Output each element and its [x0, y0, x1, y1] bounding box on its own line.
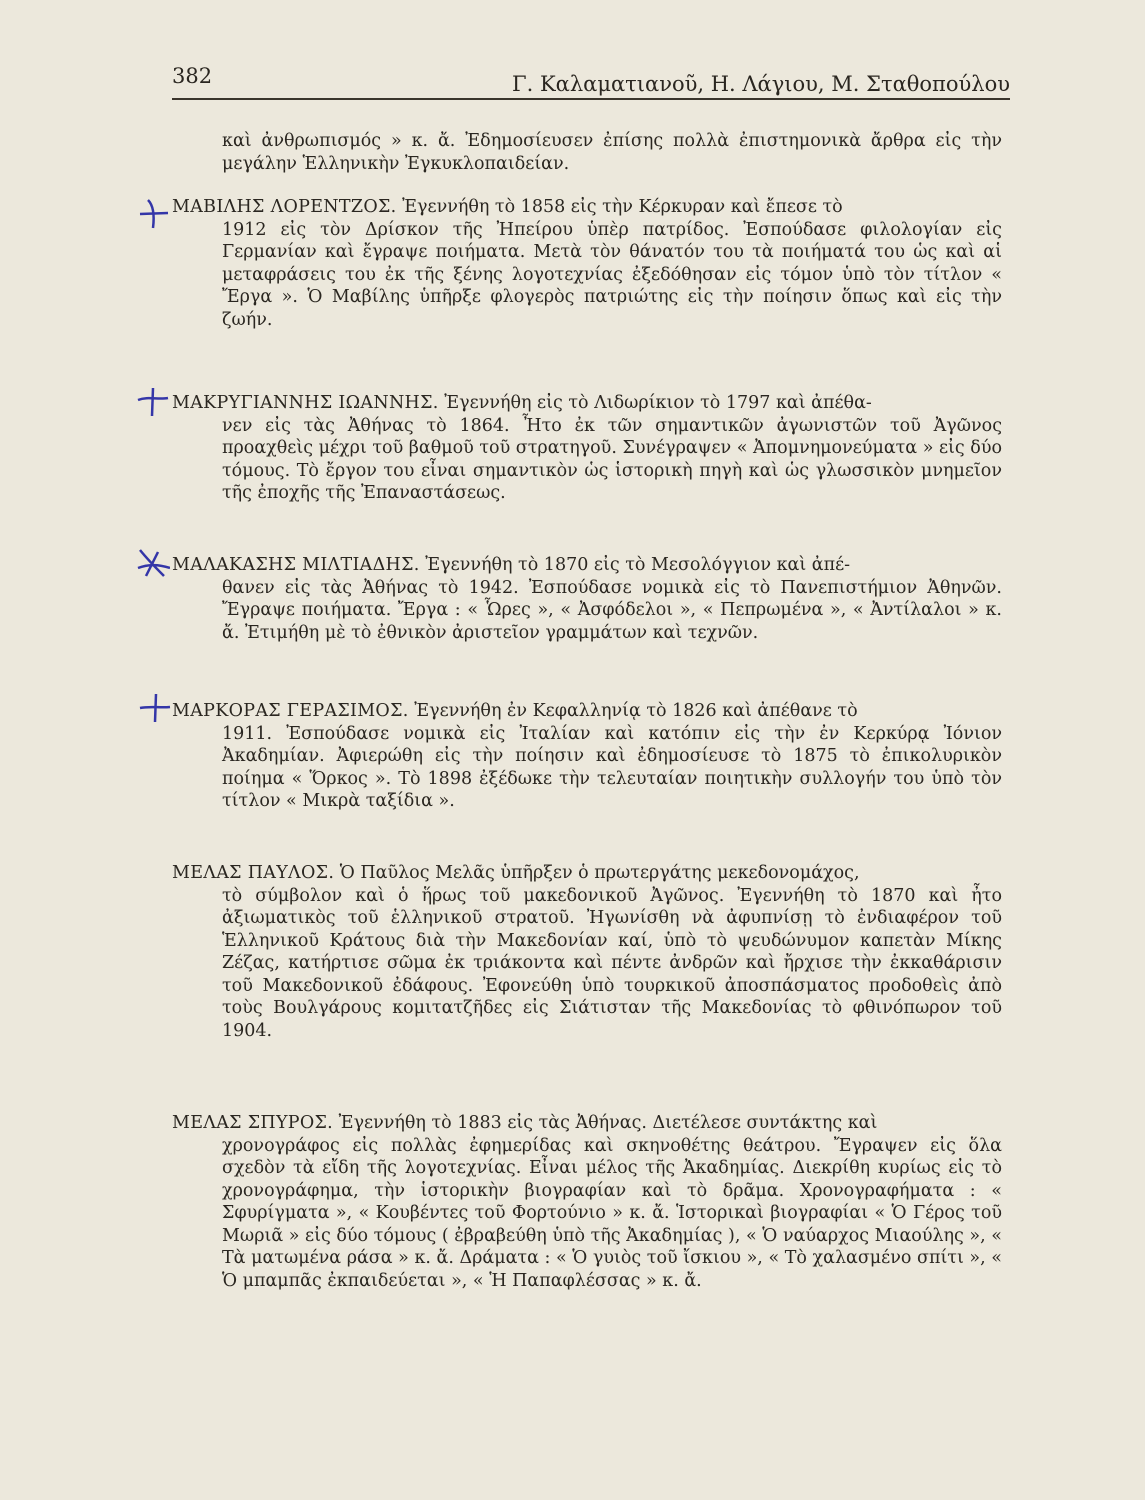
entry-name: ΜΑΛΑΚΑΣΗΣ ΜΙΛΤΙΑΔΗΣ. — [172, 555, 420, 575]
entry-body: τὸ σύμβολον καὶ ὁ ἥρως τοῦ μακεδονικοῦ Ἀγῶνος. Ἐγεννήθη τὸ 1870 καὶ ἦτο ἀξιωματικὸς τοῦ ἑλληνικοῦ στρατοῦ. Ἠγωνίσθη νὰ ἀφυπνίσῃ τὸ ἐνδιαφέρον τοῦ Ἑλληνικοῦ Κράτους διὰ τὴν Μακεδονίαν καί, ὑπὸ τὸ ψευδώνυμον καπετὰν Μίκης Ζέζας, κατήρτισε σῶμα ἐκ τριάκοντα καὶ πέντε ἀνδρῶν καὶ ἤρχισε τὴν ἐκκαθάρισιν τοῦ Μακεδονικοῦ ἐδάφους. Ἐφονεύθη ὑπὸ τουρκικοῦ ἀποσπάσματος προδοθεὶς ἀπὸ τοὺς Βουλγάρους κομιτατζῆδες εἰς Σιάτισταν τῆς Μακεδονίας τὸ φθινόπωρον τοῦ 1904. — [222, 885, 1002, 1041]
entry-first-line: Ὁ Παῦλος Μελᾶς ὑπῆρξεν ὁ πρωτεργάτης μεκεδονομάχος, — [339, 863, 860, 883]
entry-name: ΜΑΡΚΟΡΑΣ ΓΕΡΑΣΙΜΟΣ. — [172, 701, 409, 721]
entry-name: ΜΕΛΑΣ ΠΑΥΛΟΣ. — [172, 863, 335, 883]
entry-first-line: Ἐγεννήθη εἰς τὸ Λιδωρίκιον τὸ 1797 καὶ ἀπέθα- — [444, 393, 872, 413]
running-head: Γ. Καλαματιανοῦ, Η. Λάγιου, Μ. Σταθοπούλου — [512, 72, 1010, 96]
entry-name: ΜΑΚΡΥΓΙΑΝΝΗΣ ΙΩΑΝΝΗΣ. — [172, 393, 439, 413]
cross-mark-icon — [138, 196, 172, 230]
entry-body: χρονογράφος εἰς πολλὰς ἐφημερίδας καὶ σκηνοθέτης θεάτρου. Ἔγραψεν εἰς ὅλα σχεδὸν τὰ εἴδη τῆς λογοτεχνίας. Εἶναι μέλος τῆς Ἀκαδημίας. Διεκρίθη κυρίως εἰς τὸ χρονογράφημα, τὴν ἱστορικὴν βιογραφίαν καὶ τὸ δρᾶμα. Χρονογραφήματα : « Σφυρίγματα », « Κουβέντες τοῦ Φορτούνιο » κ. ἄ. Ἱστορικαὶ βιογραφίαι « Ὁ Γέρος τοῦ Μωριᾶ » εἰς δύο τόμους ( ἐβραβεύθη ὑπὸ τῆς Ἀκαδημίας ), « Ὁ ναύαρχος Μιαούλης », « Τὰ ματωμένα ράσα » κ. ἄ. Δράματα : « Ὁ γυιὸς τοῦ ἴσκιου », « Τὸ χαλασμένο σπίτι », « Ὁ μπαμπᾶς ἐκπαιδεύεται », « Ἡ Παπαφλέσσας » κ. ἄ. — [222, 1135, 1002, 1291]
entry-melas-spyros — [172, 1112, 1002, 1292]
cross-mark-icon — [138, 692, 172, 726]
paragraph-text: καὶ ἀνθρωπισμός » κ. ἄ. Ἐδημοσίευσεν ἐπίσης πολλὰ ἐπιστημονικὰ ἄρθρα εἰς τὴν μεγάλην Ἑλληνικὴν Ἐγκυκλοπαιδείαν. — [222, 131, 1002, 174]
entry-body: 1911. Ἐσπούδασε νομικὰ εἰς Ἰταλίαν καὶ κατόπιν εἰς τὴν ἐν Κερκύρᾳ Ἰόνιον Ἀκαδημίαν. Ἀφιερώθη εἰς τὴν ποίησιν καὶ ἐδημοσίευσε τὸ 1875 τὸ ἐπικολυρικὸν ποίημα « Ὅρκος ». Τὸ 1898 ἐξέδωκε τὴν τελευταίαν ποιητικὴν συλλογήν του ὑπὸ τὸν τίτλον « Μικρὰ ταξίδια ». — [222, 723, 1002, 811]
entry-makrygiannis — [172, 392, 1002, 505]
cross-mark-icon — [136, 384, 170, 418]
cross-mark-icon — [136, 546, 170, 580]
entry-first-line: Ἐγεννήθη τὸ 1883 εἰς τὰς Ἀθήνας. Διετέλεσε συντάκτης καὶ — [338, 1113, 878, 1133]
entry-name: ΜΕΛΑΣ ΣΠΥΡΟΣ. — [172, 1113, 334, 1133]
entry-body: θανεν εἰς τὰς Ἀθήνας τὸ 1942. Ἐσπούδασε νομικὰ εἰς τὸ Πανεπιστήμιον Ἀθηνῶν. Ἔγραψε ποιήματα. Ἔργα : « Ὧρες », « Ἀσφόδελοι », « Πεπρωμένα », « Ἀντίλαλοι » κ. ἄ. Ἐτιμήθη μὲ τὸ ἐθνικὸν ἀριστεῖον γραμμάτων καὶ τεχνῶν. — [222, 577, 1002, 643]
entry-name: ΜΑΒΙΛΗΣ ΛΟΡΕΝΤΖΟΣ. — [172, 197, 397, 217]
entry-body: νεν εἰς τὰς Ἀθήνας τὸ 1864. Ἦτο ἐκ τῶν σημαντικῶν ἀγωνιστῶν τοῦ Ἀγῶνος προαχθεὶς μέχρι τοῦ βαθμοῦ τοῦ στρατηγοῦ. Συνέγραψεν « Ἀπομνημονεύματα » εἰς δύο τόμους. Τὸ ἔργον του εἶναι σημαντικὸν ὡς ἱστορικὴ πηγὴ καὶ ὡς γλωσσικὸν μνημεῖον τῆς ἐποχῆς τῆς Ἐπαναστάσεως. — [222, 415, 1002, 503]
entry-first-line: Ἐγεννήθη ἐν Κεφαλληνίᾳ τὸ 1826 καὶ ἀπέθανε τὸ — [414, 701, 858, 721]
entry-first-line: Ἐγεννήθη τὸ 1870 εἰς τὸ Μεσολόγγιον καὶ ἀπέ- — [425, 555, 851, 575]
entry-malakasis — [172, 554, 1002, 644]
page-number: 382 — [172, 64, 213, 88]
page-header — [172, 64, 1010, 100]
entry-melas-pavlos — [172, 862, 1002, 1042]
entry-mavilis — [172, 196, 1002, 331]
paragraph-continuation — [172, 130, 1002, 175]
entry-body: 1912 εἰς τὸν Δρίσκον τῆς Ἠπείρου ὑπὲρ πατρίδος. Ἐσπούδασε φιλολογίαν εἰς Γερμανίαν καὶ ἔγραψε ποιήματα. Μετὰ τὸν θάνατόν του τὰ ποιήματά του ὡς καὶ αἱ μεταφράσεις του ἐκ τῆς ξένης λογοτεχνίας ἐξεδόθησαν εἰς τόμον ὑπὸ τὸν τίτλον « Ἔργα ». Ὁ Μαβίλης ὑπῆρξε φλογερὸς πατριώτης εἰς τὴν ποίησιν ὅπως καὶ εἰς τὴν ζωήν. — [222, 219, 1002, 330]
entry-first-line: Ἐγεννήθη τὸ 1858 εἰς τὴν Κέρκυραν καὶ ἔπεσε τὸ — [402, 197, 843, 217]
entry-markoras — [172, 700, 1002, 813]
